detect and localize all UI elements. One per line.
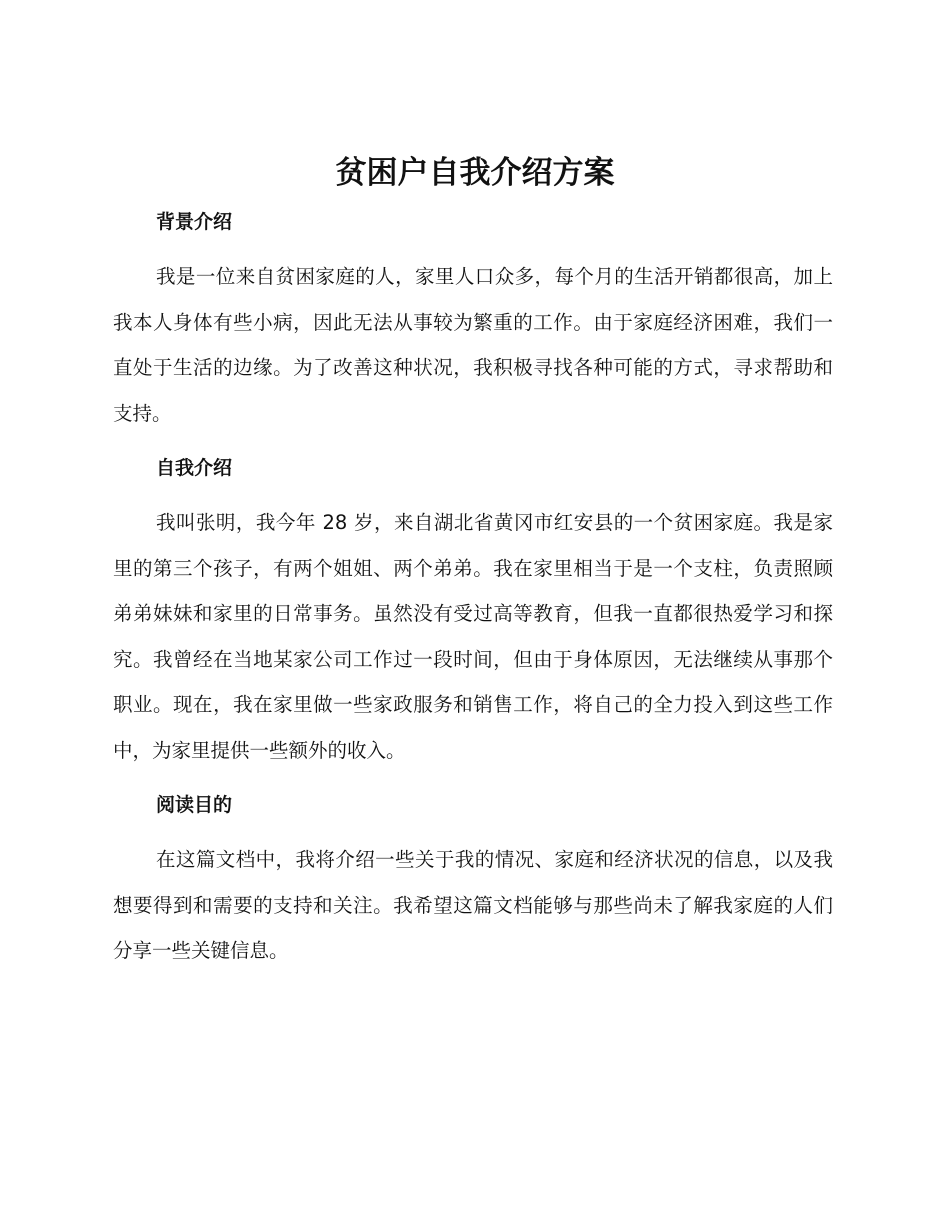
section-self-introduction [113, 446, 833, 783]
section-heading: 背景介绍 [156, 211, 233, 233]
section-background [113, 200, 833, 446]
section-heading: 自我介绍 [156, 457, 233, 479]
section-heading: 阅读目的 [156, 794, 233, 816]
section-paragraph: 我是一位来自贫困家庭的人，家里人口众多，每个月的生活开销都很高，加上我本人身体有些小病，因此无法从事较为繁重的工作。由于家庭经济困难，我们一直处于生活的边缘。为了改善这种状况，我积极寻找各种可能的方式，寻求帮助和支持。 [113, 265, 833, 425]
document-title: 贫困户自我介绍方案 [335, 155, 615, 191]
section-reading-purpose [113, 783, 833, 974]
section-paragraph: 我叫张明，我今年 28 岁，来自湖北省黄冈市红安县的一个贫困家庭。我是家里的第三个孩子，有两个姐姐、两个弟弟。我在家里相当于是一个支柱，负责照顾弟弟妹妹和家里的日常事务。虽然没有受过高等教育，但我一直都很热爱学习和探究。我曾经在当地某家公司工作过一段时间，但由于身体原因，无法继续从事那个职业。现在，我在家里做一些家政服务和销售工作，将自己的全力投入到这些工作中，为家里提供一些额外的收入。 [113, 511, 833, 762]
document-body [113, 200, 833, 974]
section-paragraph: 在这篇文档中，我将介绍一些关于我的情况、家庭和经济状况的信息，以及我想要得到和需要的支持和关注。我希望这篇文档能够与那些尚未了解我家庭的人们分享一些关键信息。 [113, 848, 833, 962]
